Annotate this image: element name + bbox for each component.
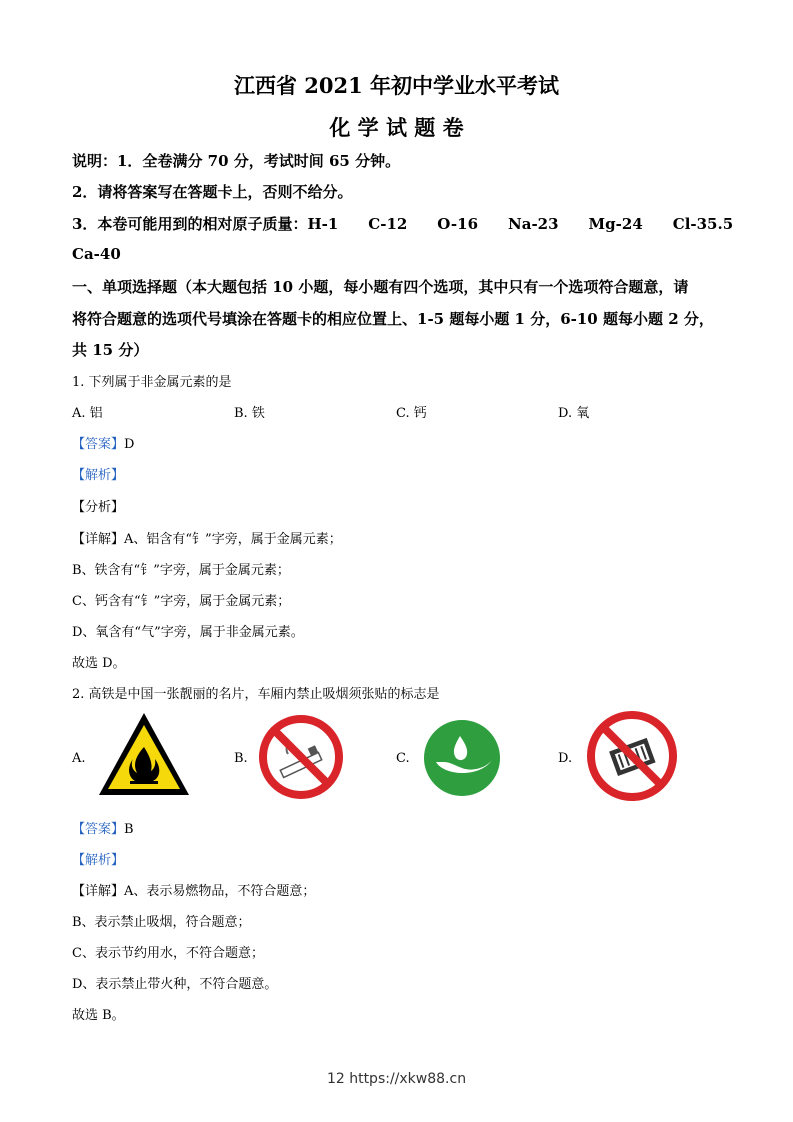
answer-label: 【答案】 (72, 822, 125, 837)
q2-option-a-label: A. (72, 751, 86, 766)
q2-detail-4: D、表示禁止带火种，不符合题意。 (72, 977, 278, 992)
answer-value: B (124, 822, 134, 837)
flammable-warning-icon (95, 709, 193, 799)
detail-label: 【详解】 (72, 532, 125, 547)
instruction-4: Ca-40 (72, 245, 121, 263)
detail-text: A、铝含有“钅”字旁，属于金属元素； (124, 532, 342, 547)
instruction-2: 2．请将答案写在答题卡上，否则不给分。 (72, 183, 353, 201)
section-heading-1: 一、单项选择题（本大题包括 10 小题，每小题有四个选项，其中只有一个选项符合题意，请 (72, 278, 689, 296)
q2-detail-1 (72, 880, 315, 899)
q1-answer (72, 433, 134, 452)
q1-fenxi-label: 【分析】 (72, 500, 125, 515)
answer-label: 【答案】 (72, 437, 125, 452)
q2-option-c-label: C. (396, 751, 410, 766)
page-title: 江西省 2021 年初中学业水平考试 (233, 73, 560, 98)
instruction-3: 3．本卷可能用到的相对原子质量：H-1 C-12 O-16 Na-23 Mg-24 Cl-35.5 (72, 215, 734, 233)
q2-conclusion: 故选 B。 (72, 1008, 125, 1023)
answer-value: D (124, 437, 135, 452)
q1-option-b: B. 铁 (234, 406, 265, 421)
q2-answer (72, 818, 134, 837)
page-footer: 12 https://xkw88.cn (326, 1071, 467, 1087)
instruction-1: 说明：1．全卷满分 70 分，考试时间 65 分钟。 (72, 152, 401, 170)
q1-option-c: C. 钙 (396, 406, 427, 421)
section-heading-3: 共 15 分） (72, 341, 149, 359)
q1-conclusion: 故选 D。 (72, 656, 126, 671)
section-heading-2: 将符合题意的选项代号填涂在答题卡的相应位置上、1-5 题每小题 1 分，6-10 题每小题 2 分， (72, 310, 714, 328)
q1-analysis-label: 【解析】 (72, 468, 125, 483)
no-open-flame-icon (586, 710, 678, 802)
detail-text: A、表示易燃物品，不符合题意； (124, 884, 316, 899)
q2-stem: 2. 高铁是中国一张靓丽的名片，车厢内禁止吸烟须张贴的标志是 (72, 687, 440, 702)
q1-detail-3: C、钙含有“钅”字旁，属于金属元素； (72, 594, 291, 609)
q2-option-b-label: B. (234, 751, 248, 766)
page-subtitle: 化 学 试 题 卷 (329, 115, 464, 140)
q2-analysis-label: 【解析】 (72, 853, 125, 868)
q1-detail-4: D、氧含有“气”字旁，属于非金属元素。 (72, 625, 304, 640)
no-smoking-icon (258, 714, 344, 800)
q1-option-a: A. 铝 (72, 406, 103, 421)
q2-detail-2: B、表示禁止吸烟，符合题意； (72, 915, 251, 930)
detail-label: 【详解】 (72, 884, 125, 899)
q1-option-d: D. 氧 (558, 406, 590, 421)
q1-detail-2: B、铁含有“钅”字旁，属于金属元素； (72, 563, 290, 578)
q1-stem: 1. 下列属于非金属元素的是 (72, 375, 232, 390)
q2-detail-3: C、表示节约用水，不符合题意； (72, 946, 264, 961)
q1-detail-1 (72, 528, 342, 547)
q2-option-d-label: D. (558, 751, 573, 766)
water-saving-icon (422, 718, 502, 798)
